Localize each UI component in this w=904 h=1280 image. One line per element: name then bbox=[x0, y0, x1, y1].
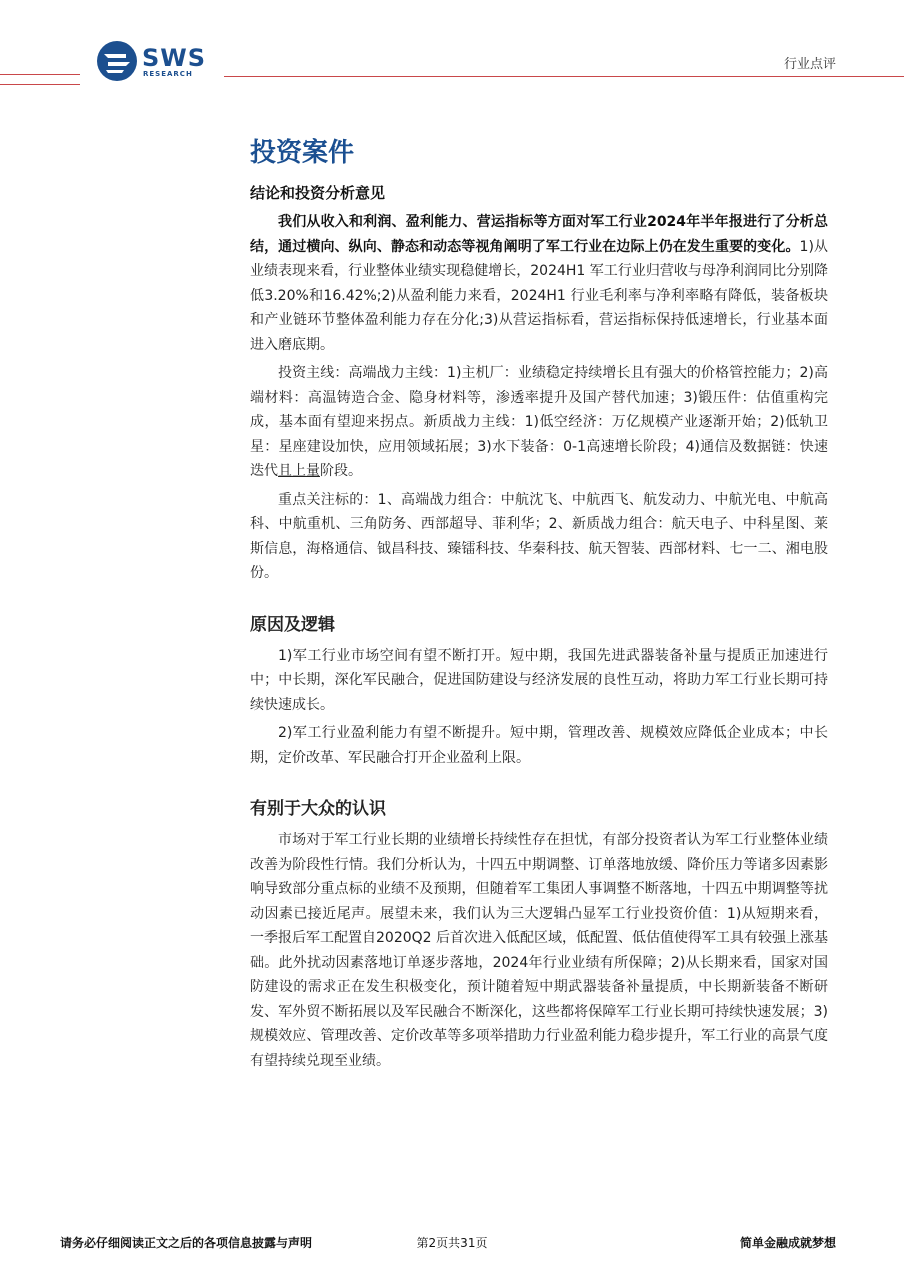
conclusion-title: 结论和投资分析意见 bbox=[250, 184, 386, 202]
sws-logo bbox=[96, 40, 226, 80]
investment-lines-paragraph bbox=[250, 361, 828, 484]
conclusion-body: 1)从业绩表现来看，行业整体业绩实现稳健增长，2024H1 军工行业归营收与母净利润同比分别降低3.20%和16.42%;2)从盈利能力来看，2024H1 行业毛利率与净利率略有降低，装备板块和产业链环节整体盈利能力存在分化;3)从营运指标看，营运指标保持低速增长，行业基本面进入磨底期。 bbox=[250, 238, 829, 353]
logo-subtext: RESEARCH bbox=[143, 70, 193, 78]
different-view-title: 有别于大众的认识 bbox=[250, 799, 386, 819]
header-rule-left-lower bbox=[0, 84, 80, 85]
different-view-paragraph: 市场对于军工行业长期的业绩增长持续性存在担忧，有部分投资者认为军工行业整体业绩改善为阶段性行情。我们分析认为，十四五中期调整、订单落地放缓、降价压力等诸多因素影响导致部分重点标的业绩不及预期，但随着军工集团人事调整不断落地，十四五中期调整等扰动因素已接近尾声。展望未来，我们认为三大逻辑凸显军工行业投资价值：1)从短期来看， 一季报后军工配置自2020Q2 后首次进入低配区域，低配置、低估值使得军工具有较强上涨基础。此外扰动因素落地订单逐步落地，2024年行业业绩有所保障；2)从长期来看，国家对国防建设的需求正在发生积极变化，预计随着短中期武器装备补量提质，中长期新装备不断研发、军外贸不断拓展以及军民融合不断深化，这些都将保障军工行业长期可持续快速发展；3)规模效应、管理改善、定价改革等多项举措助力行业盈利能力稳步提升，军工行业的高景气度有望持续兑现至业绩。 bbox=[250, 832, 829, 1069]
reason-title: 原因及逻辑 bbox=[250, 614, 335, 635]
footer-disclaimer: 请务必仔细阅读正文之后的各项信息披露与声明 bbox=[60, 1236, 313, 1250]
page-footer bbox=[0, 1230, 904, 1254]
doc-type-label: 行业点评 bbox=[783, 57, 836, 72]
header-rule-left bbox=[0, 74, 80, 75]
footer-page-number: 第2页共31页 bbox=[416, 1236, 488, 1250]
main-content bbox=[250, 134, 828, 1077]
investment-lines-end: 阶段。 bbox=[320, 463, 362, 479]
investment-lines-underlined: 且上量 bbox=[278, 463, 320, 479]
conclusion-lead: 我们从收入和利润、盈利能力、营运指标等方面对军工行业2024年半年报进行了分析总结，通过横向、纵向、静态和动态等视角阐明了军工行业在边际上仍在发生重要的变化。 bbox=[250, 214, 828, 255]
page-header bbox=[0, 0, 904, 90]
sws-logo-icon bbox=[96, 40, 138, 82]
header-rule-right bbox=[224, 76, 904, 77]
key-targets-paragraph: 重点关注标的：1、高端战力组合：中航沈飞、中航西飞、航发动力、中航光电、中航高科、中航重机、三角防务、西部超导、菲利华；2、新质战力组合：航天电子、中科星图、莱斯信息，海格通信、钺昌科技、臻镭科技、华秦科技、航天智装、西部材料、七一二、湘电股份。 bbox=[250, 491, 828, 581]
conclusion-paragraph-1 bbox=[250, 210, 828, 357]
investment-lines-text: 投资主线：高端战力主线：1)主机厂：业绩稳定持续增长且有强大的价格管控能力；2)高端材料：高温铸造合金、隐身材料等，渗透率提升及国产替代加速；3)锻压件：估值重构完成，基本面有望迎来拐点。新质战力主线：1)低空经济：万亿规模产业逐渐开始；2)低轨卫星：星座建设加快，应用领域拓展；3)水下装备：0-1高速增长阶段；4)通信及数据链：快速迭代 bbox=[250, 365, 828, 479]
section-title: 投资案件 bbox=[250, 138, 355, 168]
reason-paragraph-1: 1)军工行业市场空间有望不断打开。短中期，我国先进武器装备补量与提质正加速进行中；中长期，深化军民融合，促进国防建设与经济发展的良性互动，将助力军工行业长期可持续快速成长。 bbox=[250, 647, 828, 713]
reason-paragraph-2: 2)军工行业盈利能力有望不断提升。短中期，管理改善、规模效应降低企业成本；中长期，定价改革、军民融合打开企业盈利上限。 bbox=[250, 725, 828, 766]
logo-text: SWS bbox=[142, 44, 207, 72]
footer-slogan: 简单金融成就梦想 bbox=[739, 1236, 836, 1250]
